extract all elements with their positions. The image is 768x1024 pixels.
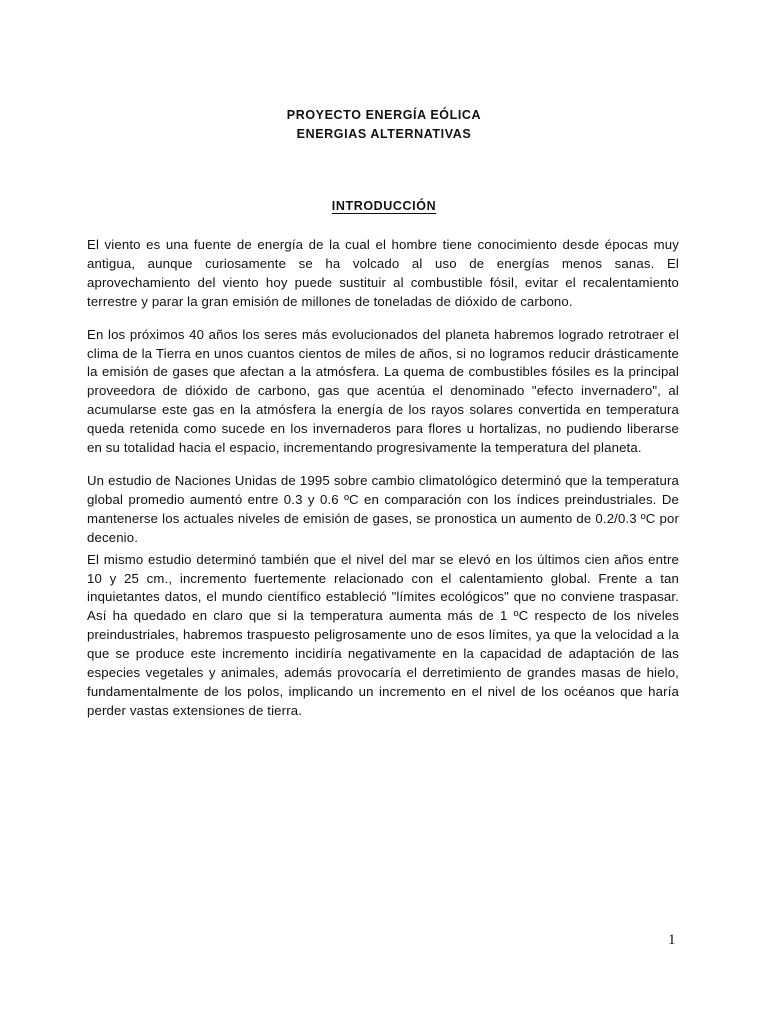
paragraph-1: El viento es una fuente de energía de la cual el hombre tiene conocimiento desde épocas muy antigua, aunque curiosamente se ha volcado al uso de energías menos sanas. El aprovechamiento del viento hoy puede sustituir al combustible fósil, evitar el recalentamiento terrestre y parar la gran emisión de millones de toneladas de dióxido de carbono.: [87, 237, 679, 309]
document-title: [0, 106, 768, 144]
body-text: [87, 236, 679, 735]
title-line-2: ENERGIAS ALTERNATIVAS: [296, 127, 472, 141]
paragraph-2: En los próximos 40 años los seres más evolucionados del planeta habremos logrado retrotraer el clima de la Tierra en unos cuantos cientos de miles de años, si no logramos reducir drásticamente la emisión de gases que afectan a la atmósfera. La quema de combustibles fósiles es la principal proveedora de dióxido de carbono, gas que acentúa el denominado "efecto invernadero", al acumularse este gas en la atmósfera la energía de los rayos solares convertida en temperatura queda retenida como sucede en los invernaderos para flores u hortalizas, no pudiendo liberarse en su totalidad hacia el espacio, incrementando progresivamente la temperatura del planeta.: [87, 326, 679, 456]
paragraph-3: Un estudio de Naciones Unidas de 1995 sobre cambio climatológico determinó que la temperatura global promedio aumentó entre 0.3 y 0.6 ºC en comparación con los índices preindustriales. De mantenerse los actuales niveles de emisión de gases, se pronostica un aumento de 0.2/0.3 ºC por decenio.: [87, 472, 679, 545]
title-line-1: PROYECTO ENERGÍA EÓLICA: [286, 108, 482, 122]
paragraph-4: El mismo estudio determinó también que el nivel del mar se elevó en los últimos cien años entre 10 y 25 cm., incremento fuertemente relacionado con el calentamiento global. Frente a tan inquietantes datos, el mundo científico estableció "límites ecológicos" que no conviene traspasar. Así ha quedado en claro que si la temperatura aumenta más de 1 ºC respecto de los niveles preindustriales, habremos traspuesto peligrosamente uno de esos límites, ya que la velocidad a la que se produce este incremento incidiría negativamente en la capacidad de adaptación de las especies vegetales y animales, además provocaría el derretimiento de grandes masas de hielo, fundamentalmente de los polos, implicando un incremento en el nivel de los océanos que haría perder vastas extensiones de tierra.: [87, 551, 679, 718]
page-number: 1: [668, 932, 676, 948]
section-heading-introduccion: INTRODUCCIÓN: [331, 199, 437, 213]
